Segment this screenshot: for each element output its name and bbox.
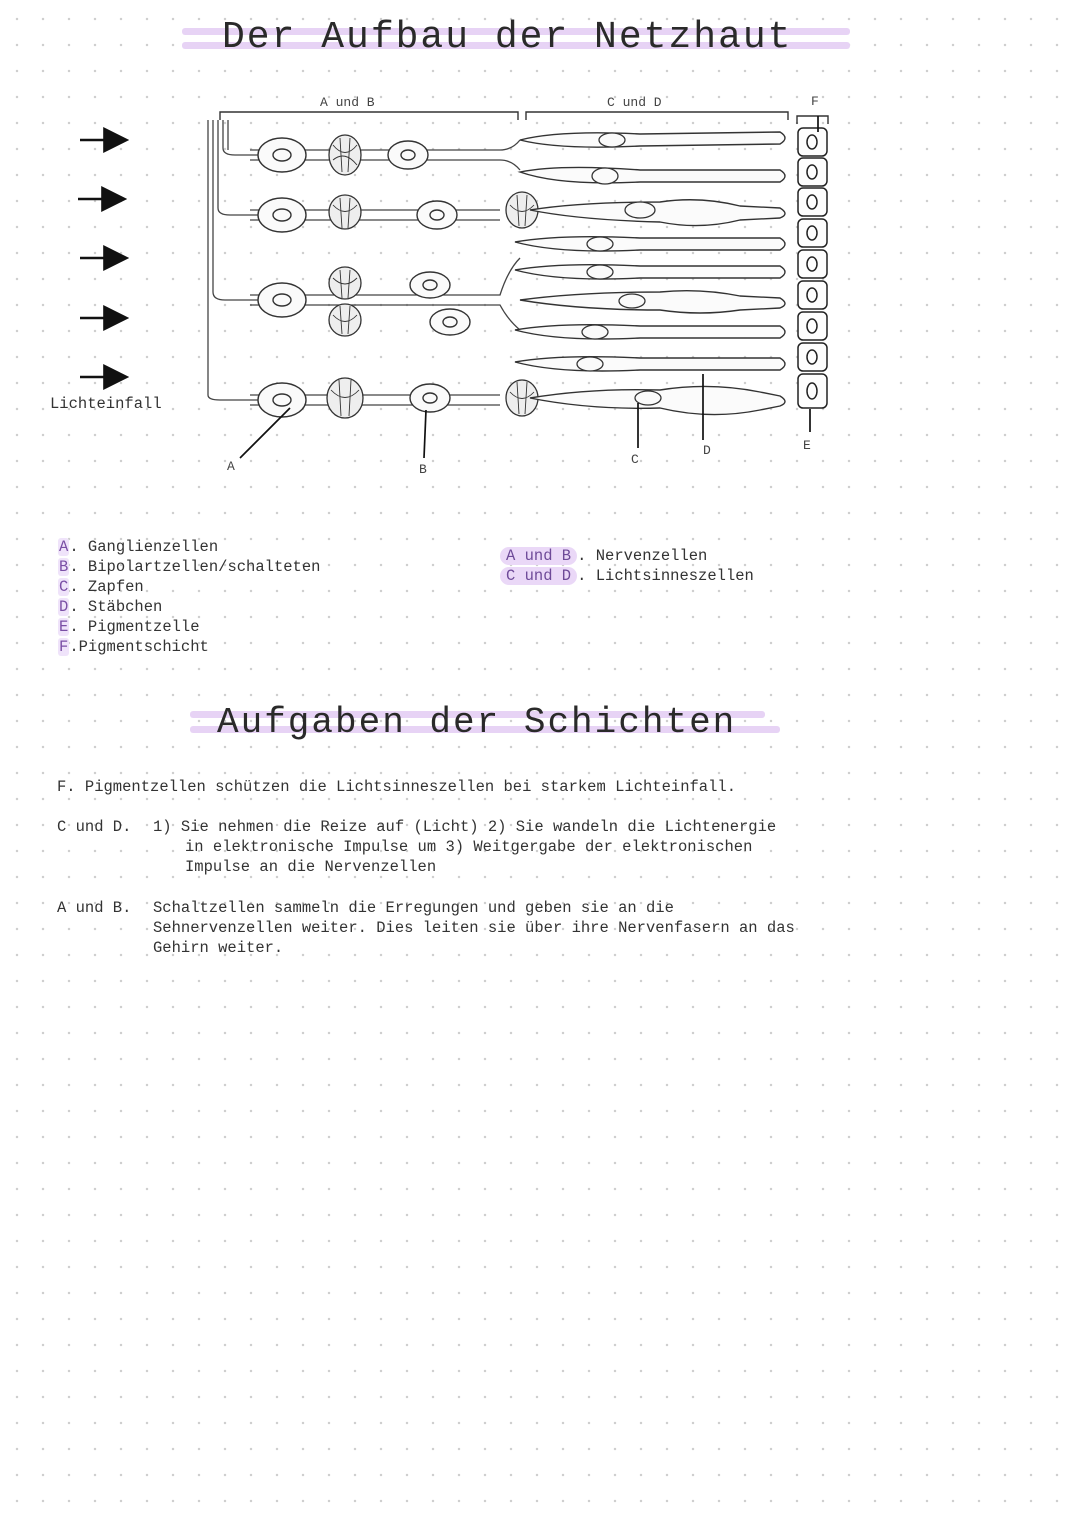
light-arrows	[78, 140, 124, 377]
group-item: A und B . Nervenzellen	[500, 547, 707, 565]
task-cd-line: Impulse an die Nervenzellen	[185, 858, 437, 876]
legend-item: D. Stäbchen	[59, 598, 163, 616]
label-b: B	[419, 462, 427, 477]
legend-item: A. Ganglienzellen	[59, 538, 219, 556]
section-title: Aufgaben der Schichten	[217, 702, 737, 743]
bracket-cd-label: C und D	[607, 95, 662, 110]
label-a: A	[227, 459, 235, 474]
task-cd-label: C und D.	[57, 818, 132, 836]
light-label: Lichteinfall	[50, 395, 162, 413]
ganglion-cells	[258, 138, 306, 417]
nerve-fibers	[208, 120, 262, 400]
bracket-f-label: F	[811, 94, 819, 109]
bracket-cd	[526, 112, 788, 120]
legend-item: C. Zapfen	[59, 578, 144, 596]
legend-item: B. Bipolartzellen/schalteten	[59, 558, 321, 576]
photoreceptors	[515, 132, 785, 415]
task-f: F. Pigmentzellen schützen die Lichtsinneszellen bei starkem Lichteinfall.	[57, 778, 737, 796]
task-ab-label: A und B.	[57, 899, 132, 917]
bracket-ab-label: A und B	[320, 95, 375, 110]
task-ab-line: Schaltzellen sammeln die Erregungen und geben sie an die	[153, 899, 674, 917]
task-cd-line: 1) Sie nehmen die Reize auf (Licht) 2) Sie wandeln die Lichtenergie	[153, 818, 777, 836]
bracket-ab	[220, 112, 518, 120]
legend-item: E. Pigmentzelle	[59, 618, 200, 636]
bipolar-cells	[388, 141, 470, 412]
task-ab-line: Sehnervenzellen weiter. Dies leiten sie über ihre Nervenfasern an das	[153, 919, 795, 937]
bracket-f	[797, 116, 828, 124]
cell-connections	[250, 140, 520, 405]
retina-diagram	[0, 0, 1080, 500]
page-title: Der Aufbau der Netzhaut	[222, 16, 793, 59]
brackets	[220, 112, 828, 124]
label-c: C	[631, 452, 639, 467]
label-d: D	[703, 443, 711, 458]
task-ab-line: Gehirn weiter.	[153, 939, 284, 957]
label-e: E	[803, 438, 811, 453]
group-item: C und D . Lichtsinneszellen	[500, 567, 754, 585]
pigment-cells	[798, 128, 827, 408]
legend-item: F.Pigmentschicht	[59, 638, 209, 656]
task-cd-line: in elektronische Impulse um 3) Weitgergabe der elektronischen	[185, 838, 753, 856]
